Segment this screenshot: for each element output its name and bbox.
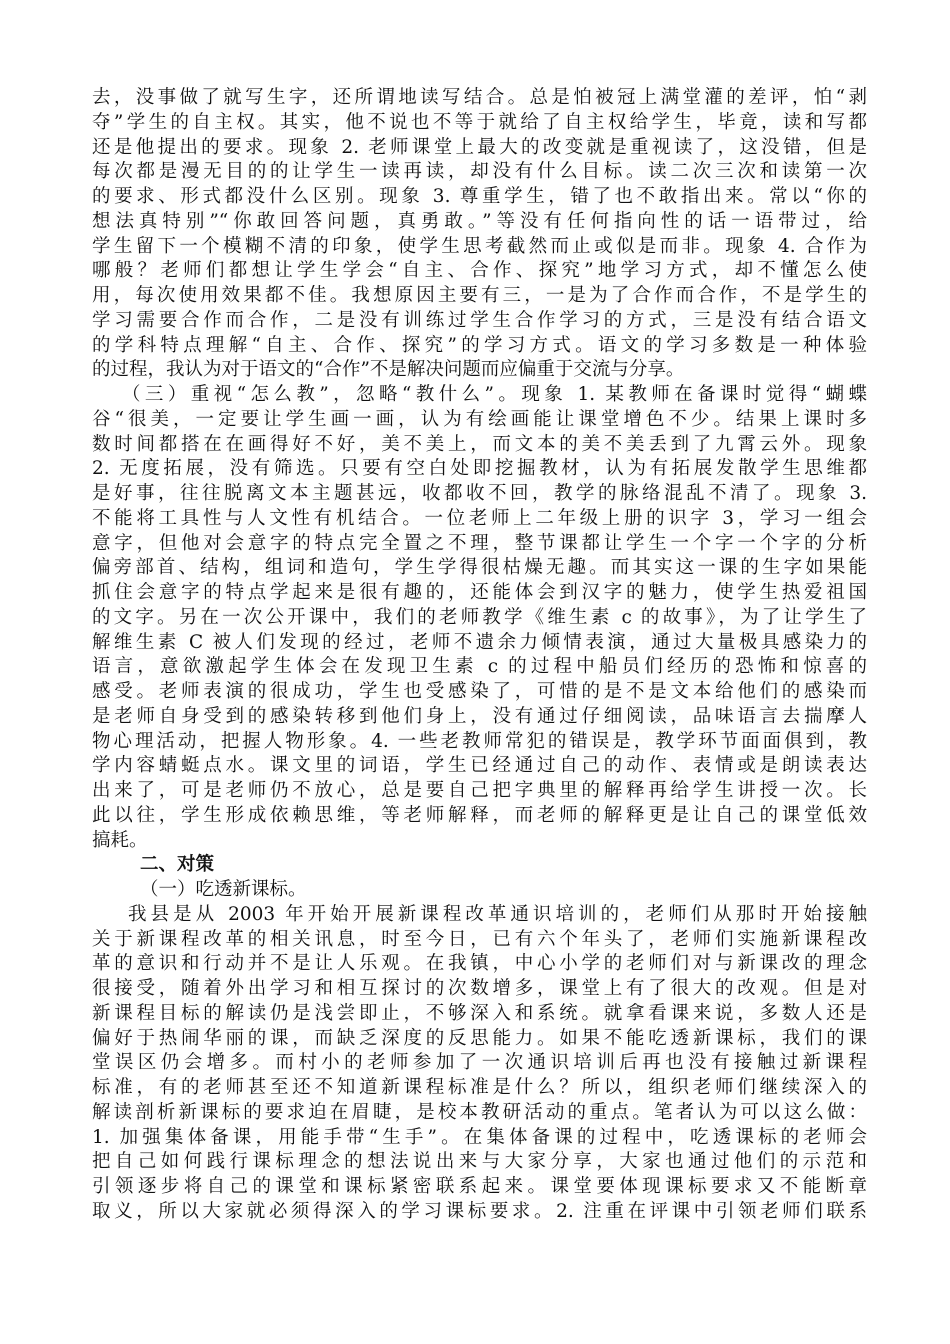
text-line: 学内容蜻蜓点水。课文里的词语，学生已经通过自己的动作、表情或是朗读表达 [92,755,867,777]
text-line: 用，每次使用效果都不佳。我想原因主要有三，一是为了合作而合作，不是学生的 [92,285,867,306]
text-line: 还是他提出的要求。现象 2. 老师课堂上最大的改变就是重视读了，这没错，但是 [92,136,867,158]
text-line: 偏好于热闹华丽的课，而缺乏深度的反思能力。如果不能吃透新课标，我们的课 [92,1027,867,1049]
text-line: 去，没事做了就写生字，还所谓地读写结合。总是怕被冠上满堂灌的差评，怕“剥 [92,87,867,108]
text-line: 2. 无度拓展，没有筛选。只要有空白处即挖掘教材，认为有拓展发散学生思维都 [92,458,867,480]
text-line: 数时间都搭在在画得好不好，美不美上，而文本的美不美丢到了九霄云外。现象 [92,433,867,455]
text-line: 此以往，学生形成依赖思维，等老师解释，而老师的解释更是让自己的课堂低效 [92,804,867,826]
text-line: 新课程目标的解读仍是浅尝即止，不够深入和系统。就拿看课来说，多数人还是 [92,1002,867,1024]
paragraph-countermeasures [92,903,867,1225]
text-line: 引领逐步将自己的课堂和课标紧密联系起来。课堂要体现课标要求又不能断章 [92,1176,867,1197]
text-line: （三）重视“怎么教”，忽略“教什么”。现象 1. 某教师在备课时觉得“蝴蝶 [122,384,867,405]
text-line: 解维生素 C 被人们发现的经过，老师不遗余力倾情表演，通过大量极具感染力的 [92,631,867,653]
text-line: 抓住会意字的特点学起来是很有趣的，还能体会到汉字的魅力，使学生热爱祖国 [92,582,867,603]
paragraph-section-three [92,383,867,853]
text-line: 谷“很美，一定要让学生画一画，认为有绘画能让课堂增色不少。结果上课时多 [92,408,867,430]
text-line: 搞耗。 [92,829,148,851]
text-line: 是好事，往往脱离文本主题甚远，收都收不回，教学的脉络混乱不清了。现象 3. [92,483,867,504]
text-line: 1. 加强集体备课，用能手带“生手”。在集体备课的过程中，吃透课标的老师会 [92,1126,867,1148]
text-line: 物心理活动，把握人物形象。4. 一些老教师常犯的错误是，教学环节面面俱到，教 [92,730,867,752]
subsection-heading: （一）吃透新课标。 [140,879,307,900]
text-line: 很接受，随着外出学习和相互探讨的次数增多，课堂上有了很大的改观。但是对 [92,978,867,999]
text-line: 想法真特别”“你敢回答问题，真勇敢。”等没有任何指向性的话一语带过，给 [92,210,867,232]
text-line: 标准，有的老师甚至还不知道新课程标准是什么？所以，组织老师们继续深入的 [92,1077,867,1098]
text-line: 感受。老师表演的很成功，学生也受感染了，可惜的是不是文本给他们的感染而 [92,681,867,702]
text-line: 的学科特点理解“自主、合作、探究”的学习方式。语文的学习多数是一种体验 [92,334,867,356]
text-line: 我县是从 2003 年开始开展新课程改革通识培训的，老师们从那时开始接触 [128,903,867,925]
text-line: 的过程，我认为对于语文的“合作”不是解决问题而应偏重于交流与分享。 [92,359,685,381]
text-line: 出来了，可是老师仍不放心，总是要自己把字典里的解释再给学生讲授一次。长 [92,780,867,801]
text-line: 革的意识和行动并不是让人乐观。在我镇，中心小学的老师们对与新课改的理念 [92,953,867,975]
text-line: 是老师自身受到的感染转移到他们身上，没有通过仔细阅读，品味语言去揣摩人 [92,705,867,727]
document-page [92,86,867,1225]
text-line: 语言，意欲激起学生体会在发现卫生素 c 的过程中船员们经历的恐怖和惊喜的 [92,656,867,678]
text-line: 的文字。另在一次公开课中，我们的老师教学《维生素 c 的故事》，为了让学生了 [92,606,867,628]
text-line: 解读剖析新课标的要求迫在眉睫，是校本教研活动的重点。笔者认为可以这么做： [92,1101,867,1123]
text-line: 偏旁部首、结构，组词和造句，学生学得很枯燥无趣。而其实这一课的生字如果能 [92,557,867,579]
text-line: 取义，所以大家就必须得深入的学习课标要求。2. 注重在评课中引领老师们联系 [92,1200,867,1222]
text-line: 堂误区仍会增多。而村小的老师参加了一次通识培训后再也没有接触过新课程 [92,1052,867,1074]
text-line: 夺”学生的自主权。其实，他不说也不等于就给了自主权给学生，毕竟，读和写都 [92,111,867,133]
section-heading: 二、对策 [140,854,215,876]
text-line: 哪般？老师们都想让学生学会“自主、合作、探究”地学习方式，却不懂怎么使 [92,260,867,282]
paragraph-phenomena-continued [92,86,867,383]
text-line: 学习需要合作而合作，二是没有训练过学生合作学习的方式，三是没有结合语文 [92,309,867,331]
text-line: 学生留下一个模糊不清的印象，使学生思考截然而止或似是而非。现象 4. 合作为 [92,235,867,257]
text-line: 不能将工具性与人文性有机结合。一位老师上二年级上册的识字 3，学习一组会 [92,507,867,529]
text-line: 的要求、形式都没什么区别。现象 3. 尊重学生，错了也不敢指出来。常以“你的 [92,186,867,207]
text-line: 意字，但他对会意字的特点完全置之不理，整节课都让学生一个字一个字的分析 [92,532,867,554]
text-line: 关于新课程改革的相关讯息，时至今日，已有六个年头了，老师们实施新课程改 [92,928,867,950]
text-line: 把自己如何践行课标理念的想法说出来与大家分享，大家也通过他们的示范和 [92,1151,867,1173]
text-line: 每次都是漫无目的的让学生一读再读，却没有什么目标。读二次三次和读第一次 [92,161,867,183]
